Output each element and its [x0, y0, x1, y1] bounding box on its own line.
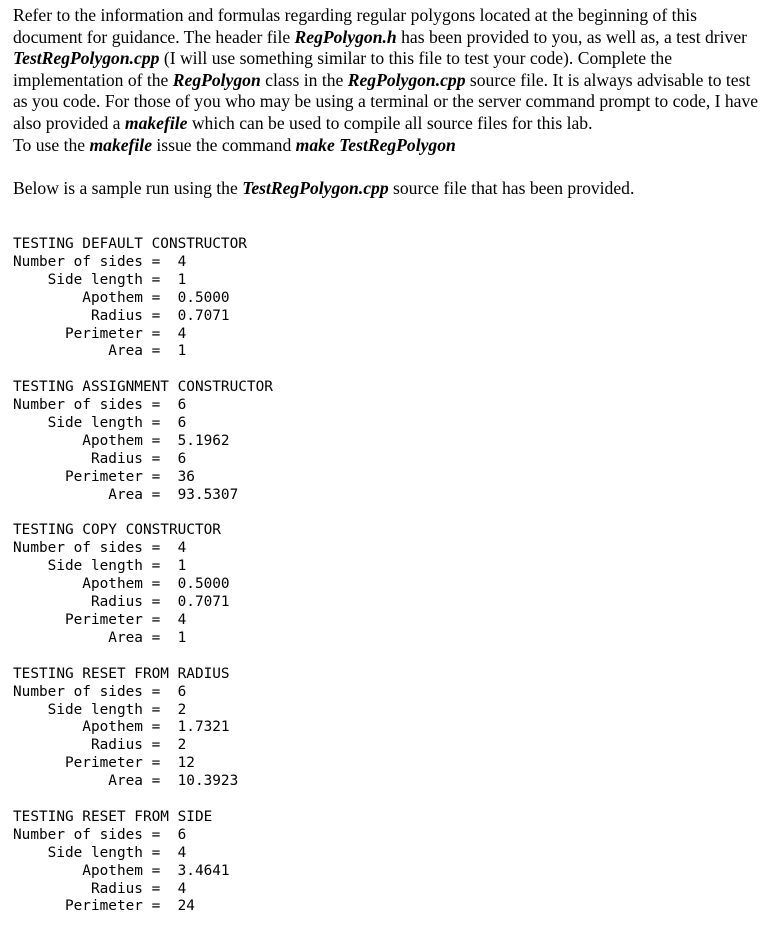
output-row: Perimeter = 36 [13, 468, 195, 485]
output-row: Number of sides = 6 [13, 683, 187, 700]
text-run: (I will use something similar to this file to test your code). Complete the implementation of the [13, 48, 673, 90]
output-row: Area = 10.3923 [13, 773, 239, 790]
filename-emphasis: RegPolygon [172, 69, 261, 90]
output-row: Number of sides = 4 [13, 253, 187, 270]
text-run: To use the [13, 134, 90, 155]
output-row: Side length = 1 [13, 271, 187, 288]
output-row: Side length = 4 [13, 844, 187, 861]
test-block [13, 666, 273, 791]
text-run: source file. It is always advisable to test as you code. For those of you who may be using a terminal or the server command prompt to code, I have also provided a [13, 69, 759, 133]
text-run: source file that has been provided. [388, 177, 635, 198]
intro-paragraph [13, 5, 768, 135]
sample-run-output [13, 236, 273, 934]
output-row: Apothem = 0.5000 [13, 576, 230, 593]
output-row: Number of sides = 6 [13, 826, 187, 843]
output-row: Number of sides = 6 [13, 397, 187, 414]
output-row: Side length = 6 [13, 415, 187, 432]
output-row: Radius = 6 [13, 450, 187, 467]
text-run: has been provided to you, as well as, a test driver [396, 26, 748, 47]
output-row: Number of sides = 4 [13, 540, 187, 557]
output-row: Perimeter = 4 [13, 325, 187, 342]
output-row: Radius = 2 [13, 737, 187, 754]
output-row: Perimeter = 4 [13, 612, 187, 628]
filename-emphasis: RegPolygon.h [294, 26, 397, 47]
test-block [13, 522, 273, 647]
output-row: Radius = 4 [13, 880, 187, 897]
test-title: TESTING RESET FROM SIDE [13, 808, 213, 825]
test-block [13, 236, 273, 361]
output-row: Apothem = 1.7321 [13, 719, 230, 736]
output-row: Apothem = 0.5000 [13, 289, 230, 306]
output-row: Area = 1 [13, 629, 187, 646]
filename-emphasis: TestRegPolygon.cpp [13, 48, 160, 69]
output-row: Radius = 0.7071 [13, 594, 230, 611]
sample-run-intro [13, 178, 768, 200]
output-row: Perimeter = 24 [13, 898, 195, 915]
output-row: Side length = 1 [13, 558, 187, 575]
text-run: Refer to the information and formulas regarding regular polygons located at the beginning of this document for guidance. The header file [13, 5, 698, 47]
text-run: issue the command [152, 134, 296, 155]
filename-emphasis: makefile [124, 112, 188, 133]
text-run: Below is a sample run using the [13, 177, 243, 198]
output-row: Side length = 2 [13, 701, 187, 718]
output-row: Area = 93.5307 [13, 486, 239, 503]
output-row: Area = 1 [13, 343, 187, 360]
instructions [13, 5, 768, 199]
output-row: Apothem = 5.1962 [13, 432, 230, 449]
test-title: TESTING ASSIGNMENT CONSTRUCTOR [13, 379, 273, 396]
test-block [13, 809, 273, 916]
makefile-paragraph [13, 135, 768, 157]
output-row: Apothem = 3.4641 [13, 862, 230, 879]
filename-emphasis: RegPolygon.cpp [347, 69, 466, 90]
text-run: which can be used to compile all source files for this lab. [187, 112, 593, 133]
filename-emphasis: TestRegPolygon.cpp [242, 177, 389, 198]
filename-emphasis: makefile [89, 134, 153, 155]
test-title: TESTING DEFAULT CONSTRUCTOR [13, 236, 247, 252]
test-block [13, 379, 273, 504]
output-row: Perimeter = 12 [13, 755, 195, 772]
test-title: TESTING COPY CONSTRUCTOR [13, 522, 221, 539]
text-run: class in the [260, 69, 348, 90]
output-row: Radius = 0.7071 [13, 307, 230, 324]
test-title: TESTING RESET FROM RADIUS [13, 665, 230, 682]
filename-emphasis: make TestRegPolygon [295, 134, 456, 155]
